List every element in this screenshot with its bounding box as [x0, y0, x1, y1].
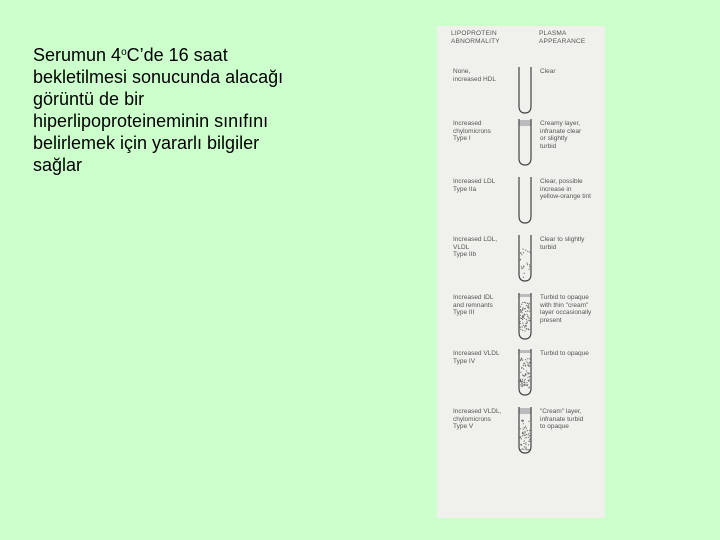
label-line: with thin "cream": [540, 301, 589, 309]
turbidity-dot: [528, 366, 529, 367]
turbidity-dot: [525, 448, 526, 449]
test-tube-graphic: [513, 234, 537, 282]
turbidity-dot: [522, 379, 523, 380]
turbidity-dot: [524, 318, 525, 319]
turbidity-dot: [525, 437, 526, 438]
turbidity-dot: [529, 379, 530, 380]
figure-row: [437, 118, 605, 178]
turbidity-dot: [525, 311, 526, 312]
turbidity-dot: [528, 433, 529, 434]
label-line: to opaque: [540, 423, 569, 430]
figure-row: [437, 406, 605, 466]
tube-contents: [520, 120, 531, 126]
turbidity-dot: [526, 370, 527, 371]
label-line: infranate clear: [540, 127, 582, 135]
header-line: APPEARANCE: [539, 37, 586, 45]
turbidity-dot: [529, 430, 530, 431]
test-tube-graphic: [513, 348, 537, 396]
turbidity-dot: [522, 360, 523, 361]
slide-text-line-1: [33, 42, 333, 66]
turbidity-dot: [529, 441, 530, 442]
turbidity-dot: [529, 320, 530, 321]
text-segment: C’de 16 saat: [126, 45, 228, 65]
turbidity-dot: [520, 437, 521, 438]
turbidity-dot: [520, 306, 521, 307]
label-line: chylomicrons: [453, 415, 491, 423]
turbidity-dot: [528, 444, 529, 445]
turbidity-dot: [529, 362, 530, 363]
turbidity-dot: [524, 432, 525, 433]
label-line: Creamy layer,: [540, 120, 581, 127]
tube-outline: [519, 235, 531, 281]
turbidity-dot: [528, 373, 529, 374]
label-line: Increased IDL: [453, 294, 494, 301]
turbidity-dot: [525, 442, 526, 443]
turbidity-dot: [528, 317, 529, 318]
turbidity-dot: [527, 307, 528, 308]
turbidity-dot: [529, 311, 530, 312]
turbidity-dot: [525, 250, 526, 251]
turbidity-dot: [521, 367, 522, 368]
figure-row: [437, 66, 605, 126]
turbidity-dot: [523, 423, 524, 424]
turbidity-dot: [520, 323, 521, 324]
appearance-label: [540, 294, 604, 324]
turbidity-dot: [523, 429, 524, 430]
test-tube-icon: [513, 348, 537, 396]
turbidity-dot: [524, 446, 525, 447]
turbidity-dot: [520, 380, 521, 381]
turbidity-dot: [523, 266, 524, 267]
turbidity-dot: [525, 359, 526, 360]
turbidity-dot: [524, 384, 525, 385]
turbidity-dot: [523, 449, 524, 450]
turbidity-dot: [521, 382, 522, 383]
turbidity-dot: [524, 376, 525, 377]
turbidity-dot: [520, 318, 521, 319]
appearance-label: [540, 408, 604, 431]
test-tube-graphic: [513, 406, 537, 454]
turbidity-dot: [520, 329, 521, 330]
turbidity-dot: [529, 264, 530, 265]
turbidity-dot: [529, 252, 530, 253]
slide-text-line-6: sağlar: [33, 155, 83, 175]
label-line: None,: [453, 68, 471, 75]
turbidity-dot: [520, 327, 521, 328]
turbidity-dot: [525, 373, 526, 374]
turbidity-dot: [526, 305, 527, 306]
turbidity-dot: [520, 384, 521, 385]
turbidity-dot: [526, 384, 527, 385]
turbidity-dot: [527, 310, 528, 311]
turbidity-dot: [523, 433, 524, 434]
turbidity-dot: [521, 311, 522, 312]
turbidity-dot: [522, 322, 523, 323]
turbidity-dot: [523, 307, 524, 308]
turbidity-dot: [522, 267, 523, 268]
turbidity-dot: [524, 327, 525, 328]
turbidity-dot: [521, 266, 522, 267]
label-line: VLDL: [453, 243, 470, 251]
turbidity-dot: [525, 325, 526, 326]
turbidity-dot: [525, 444, 526, 445]
appearance-label: [540, 120, 604, 150]
turbidity-dot: [528, 328, 529, 329]
turbidity-dot: [524, 431, 525, 432]
turbidity-dot: [524, 380, 525, 381]
label-line: turbid: [540, 142, 557, 150]
label-line: Increased: [453, 120, 482, 127]
turbidity-dot: [527, 430, 528, 431]
figure-row: [437, 348, 605, 408]
tube-contents: [520, 350, 531, 388]
test-tube-icon: [513, 234, 537, 282]
label-line: Type IV: [453, 357, 476, 365]
header-appearance: [539, 30, 585, 45]
text-segment: Serumun 4: [33, 45, 122, 65]
turbidity-dot: [527, 251, 528, 252]
turbidity-dot: [523, 252, 524, 253]
slide-text-line-5: belirlemek için yararlı bilgiler: [33, 133, 260, 153]
turbidity-dot: [522, 312, 523, 313]
turbidity-dot: [522, 317, 523, 318]
turbidity-dot: [527, 384, 528, 385]
turbidity-dot: [520, 321, 521, 322]
tube-contents: [520, 294, 531, 332]
turbidity-dot: [523, 382, 524, 383]
label-line: Type IIa: [453, 185, 477, 193]
test-tube-icon: [513, 118, 537, 166]
turbidity-dot: [524, 363, 525, 364]
label-line: increased HDL: [453, 75, 496, 83]
turbidity-dot: [529, 266, 530, 267]
turbidity-dot: [522, 448, 523, 449]
tube-contents: [520, 249, 531, 278]
turbidity-dot: [527, 358, 528, 359]
appearance-label: [540, 236, 604, 251]
turbidity-dot: [525, 365, 526, 366]
turbidity-dot: [524, 314, 525, 315]
turbidity-dot: [521, 304, 522, 305]
cream-layer: [520, 294, 531, 297]
label-line: Clear to slightly: [540, 236, 585, 243]
turbidity-dot: [529, 303, 530, 304]
test-tube-graphic: [513, 176, 537, 224]
turbidity-dot: [520, 444, 521, 445]
turbidity-dot: [524, 427, 525, 428]
turbidity-dot: [525, 426, 526, 427]
turbidity-dot: [526, 428, 527, 429]
slide-text-line-3: görüntü de bir: [33, 89, 145, 109]
turbidity-dot: [523, 325, 524, 326]
turbidity-dot: [526, 361, 527, 362]
turbidity-dot: [521, 318, 522, 319]
turbidity-dot: [527, 365, 528, 366]
turbidity-dot: [521, 254, 522, 255]
turbidity-dot: [522, 319, 523, 320]
label-line: Turbid to opaque: [540, 350, 589, 357]
label-line: Turbid to opaque: [540, 294, 589, 301]
turbidity-dot: [520, 259, 521, 260]
label-line: Clear, possible: [540, 178, 583, 185]
turbidity-dot: [523, 365, 524, 366]
figure-row: [437, 234, 605, 294]
cream-layer: [520, 408, 531, 414]
turbidity-dot: [522, 432, 523, 433]
turbidity-dot: [527, 264, 528, 265]
turbidity-dot: [527, 303, 528, 304]
turbidity-dot: [528, 305, 529, 306]
lipoprotein-plasma-figure: [437, 26, 605, 518]
label-line: Increased LDL: [453, 178, 496, 185]
turbidity-dot: [524, 308, 525, 309]
turbidity-dot: [529, 373, 530, 374]
turbidity-dot: [528, 306, 529, 307]
label-line: Increased VLDL,: [453, 408, 502, 415]
turbidity-dot: [524, 441, 525, 442]
appearance-label: [540, 350, 604, 358]
tube-outline: [519, 67, 531, 113]
turbidity-dot: [529, 376, 530, 377]
header-abnormality: [451, 30, 500, 45]
turbidity-dot: [527, 372, 528, 373]
turbidity-dot: [526, 437, 527, 438]
turbidity-dot: [520, 372, 521, 373]
label-line: layer occasionally: [540, 309, 592, 316]
turbidity-dot: [520, 428, 521, 429]
turbidity-dot: [520, 360, 521, 361]
turbidity-dot: [522, 249, 523, 250]
label-line: Increased LDL,: [453, 236, 498, 243]
header-line: LIPOPROTEIN: [451, 30, 497, 37]
tube-outline: [519, 293, 531, 339]
turbidity-dot: [526, 382, 527, 383]
turbidity-dot: [521, 438, 522, 439]
turbidity-dot: [522, 383, 523, 384]
label-line: yellow-orange tint: [540, 193, 591, 200]
turbidity-dot: [522, 302, 523, 303]
turbidity-dot: [522, 308, 523, 309]
turbidity-dot: [523, 443, 524, 444]
turbidity-dot: [522, 374, 523, 375]
turbidity-dot: [521, 381, 522, 382]
slide-body-text: [33, 42, 333, 176]
turbidity-dot: [521, 268, 522, 269]
test-tube-icon: [513, 406, 537, 454]
turbidity-dot: [521, 358, 522, 359]
appearance-label: [540, 178, 604, 201]
turbidity-dot: [528, 387, 529, 388]
label-line: or slightly: [540, 135, 568, 142]
turbidity-dot: [529, 358, 530, 359]
turbidity-dot: [527, 449, 528, 450]
label-line: present: [540, 316, 562, 324]
turbidity-dot: [522, 326, 523, 327]
label-line: Type III: [453, 309, 475, 316]
turbidity-dot: [528, 434, 529, 435]
header-line: ABNORMALITY: [451, 37, 500, 45]
turbidity-dot: [527, 314, 528, 315]
turbidity-dot: [520, 315, 521, 316]
tube-contents: [520, 408, 531, 451]
turbidity-dot: [524, 302, 525, 303]
turbidity-dot: [523, 368, 524, 369]
label-line: chylomicrons: [453, 127, 491, 135]
slide-text-line-4: hiperlipoproteineminin sınıfını: [33, 111, 269, 131]
cream-layer: [520, 120, 531, 126]
turbidity-dot: [526, 328, 527, 329]
turbidity-dot: [525, 379, 526, 380]
turbidity-dot: [520, 253, 521, 254]
turbidity-dot: [527, 263, 528, 264]
test-tube-graphic: [513, 292, 537, 340]
slide-text-line-2: bekletilmesi sonucunda alacağı: [33, 67, 284, 87]
test-tube-graphic: [513, 66, 537, 114]
turbidity-dot: [523, 277, 524, 278]
turbidity-dot: [524, 435, 525, 436]
turbidity-dot: [529, 381, 530, 382]
turbidity-dot: [525, 447, 526, 448]
turbidity-dot: [522, 435, 523, 436]
turbidity-dot: [523, 420, 524, 421]
turbidity-dot: [529, 318, 530, 319]
turbidity-dot: [528, 437, 529, 438]
label-line: Type I: [453, 135, 471, 142]
degree-superscript: o: [121, 47, 127, 58]
tube-outline: [519, 177, 531, 223]
figure-row: [437, 176, 605, 236]
label-line: and remnants: [453, 301, 493, 309]
turbidity-dot: [526, 449, 527, 450]
turbidity-dot: [522, 310, 523, 311]
header-line: PLASMA: [539, 30, 567, 37]
turbidity-dot: [529, 435, 530, 436]
test-tube-icon: [513, 292, 537, 340]
turbidity-dot: [524, 330, 525, 331]
label-line: Increased VLDL: [453, 350, 500, 357]
turbidity-dot: [520, 449, 521, 450]
turbidity-dot: [527, 377, 528, 378]
turbidity-dot: [520, 379, 521, 380]
turbidity-dot: [522, 330, 523, 331]
label-line: "Cream" layer,: [540, 408, 582, 415]
turbidity-dot: [524, 273, 525, 274]
turbidity-dot: [529, 439, 530, 440]
label-line: Clear: [540, 68, 556, 75]
label-line: turbid: [540, 243, 557, 251]
turbidity-dot: [526, 434, 527, 435]
turbidity-dot: [526, 319, 527, 320]
turbidity-dot: [527, 362, 528, 363]
turbidity-dot: [523, 316, 524, 317]
turbidity-dot: [521, 386, 522, 387]
label-line: Type IIb: [453, 251, 477, 258]
turbidity-dot: [526, 323, 527, 324]
cream-layer: [520, 350, 531, 353]
test-tube-graphic: [513, 118, 537, 166]
turbidity-dot: [529, 269, 530, 270]
test-tube-icon: [513, 66, 537, 114]
figure-row: [437, 292, 605, 352]
turbidity-dot: [528, 308, 529, 309]
label-line: Type V: [453, 423, 474, 430]
test-tube-icon: [513, 176, 537, 224]
turbidity-dot: [528, 421, 529, 422]
turbidity-dot: [527, 321, 528, 322]
label-line: infranate turbid: [540, 415, 584, 423]
appearance-label: [540, 68, 604, 76]
label-line: increase in: [540, 185, 572, 193]
